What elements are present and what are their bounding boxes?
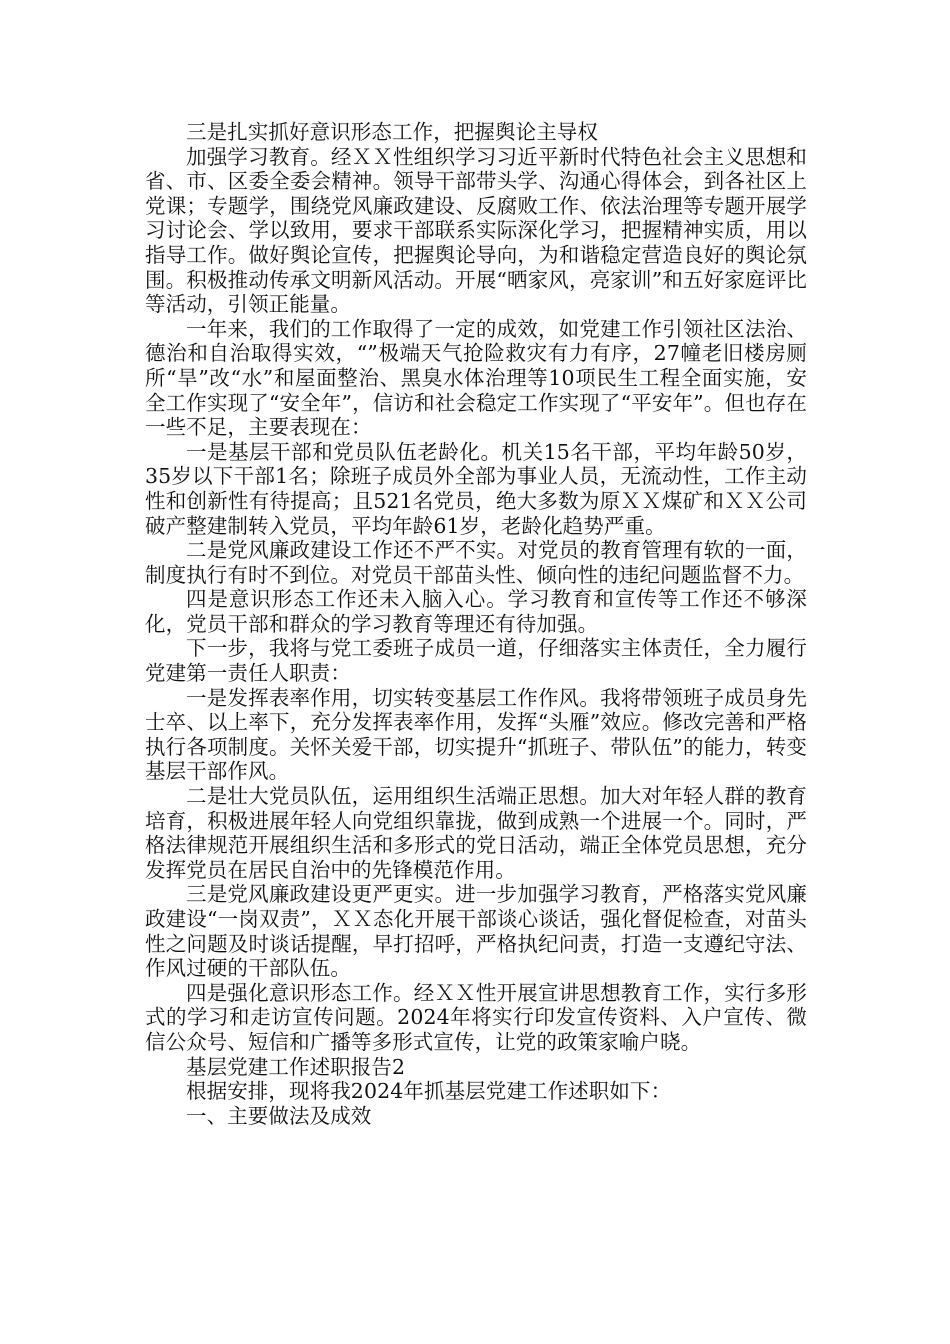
section-heading-main-practices: 一、主要做法及成效: [186, 1103, 372, 1128]
report-title-2: 基层党建工作述职报告2: [186, 1054, 406, 1079]
paragraph-achievements: 一年来，我们的工作取得了一定的成效，如党建工作引领社区法治、德治和自治取得实效，“”极端天气抢险救灾有力有序，27幢老旧楼房厕所“旱”改“水”和屋面整治、黑臭水体治理等10项民生工程全面实施，安全工作实现了“安全年”，信访和社会稳定工作实现了“平安年”。但也存在一些不足，主要表现在：: [145, 316, 807, 440]
section-heading-ideology: 三是扎实抓好意识形态工作，把握舆论主导权: [186, 120, 598, 144]
paragraph-step-leadership: 一是发挥表率作用，切实转变基层工作作风。我将带领班子成员身先士卒、以上率下，充分发挥表率作用，发挥“头雁”效应。修改完善和严格执行各项制度。关怀关爱干部，切实提升“抓班子、带队伍”的能力，转变基层干部作风。: [145, 685, 807, 784]
document-body: [145, 120, 807, 1128]
paragraph-problem-aging: 一是基层干部和党员队伍老龄化。机关15名干部，平均年龄50岁，35岁以下干部1名；除班子成员外全部为事业人员，无流动性，工作主动性和创新性有待提高；且521名党员，绝大多数为原ＸＸ煤矿和ＸＸ公司破产整建制转入党员，平均年龄61岁，老龄化趋势严重。: [145, 439, 807, 538]
paragraph-step-integrity: 三是党风廉政建设更严更实。进一步加强学习教育，严格落实党风廉政建设“一岗双责”，ＸＸ态化开展干部谈心谈话，强化督促检查，对苗头性之问题及时谈话提醒，早打招呼，严格执纪问责，打造一支遵纪守法、作风过硬的干部队伍。: [145, 882, 807, 981]
paragraph-intro: 根据安排，现将我2024年抓基层党建工作述职如下：: [186, 1079, 672, 1104]
paragraph-problem-ideology: 四是意识形态工作还未入脑入心。学习教育和宣传等工作还不够深化，党员干部和群众的学习教育等理还有待加强。: [145, 587, 807, 636]
paragraph-step-ideology: 四是强化意识形态工作。经ＸＸ性开展宣讲思想教育工作，实行多形式的学习和走访宣传问题。2024年将实行印发宣传资料、入户宣传、微信公众号、短信和广播等多形式宣传，让党的政策家喻户晓。: [145, 980, 807, 1054]
paragraph-problem-integrity: 二是党风廉政建设工作还不严不实。对党员的教育管理有软的一面，制度执行有时不到位。对党员干部苗头性、倾向性的违纪问题监督不力。: [145, 538, 807, 587]
paragraph-next-steps: 下一步，我将与党工委班子成员一道，仔细落实主体责任，全力履行党建第一责任人职责：: [145, 636, 807, 686]
paragraph-study-education: 加强学习教育。经ＸＸ性组织学习习近平新时代特色社会主义思想和省、市、区委全委会精神。领导干部带头学、沟通心得体会，到各社区上党课；专题学，围绕党风廉政建设、反腐败工作、依法治理等专题开展学习讨论会、学以致用，要求干部联系实际深化学习，把握精神实质，用以指导工作。做好舆论宣传，把握舆论导向，为和谐稳定营造良好的舆论氛围。积极推动传承文明新风活动。开展“晒家风，亮家训”和五好家庭评比等活动，引领正能量。: [145, 144, 807, 317]
paragraph-step-party-members: 二是壮大党员队伍，运用组织生活端正思想。加大对年轻人群的教育培育，积极进展年轻人向党组织靠拢，做到成熟一个进展一个。同时，严格法律规范开展组织生活和多形式的党日活动，端正全体党员思想，充分发挥党员在居民自治中的先锋模范作用。: [145, 784, 807, 882]
